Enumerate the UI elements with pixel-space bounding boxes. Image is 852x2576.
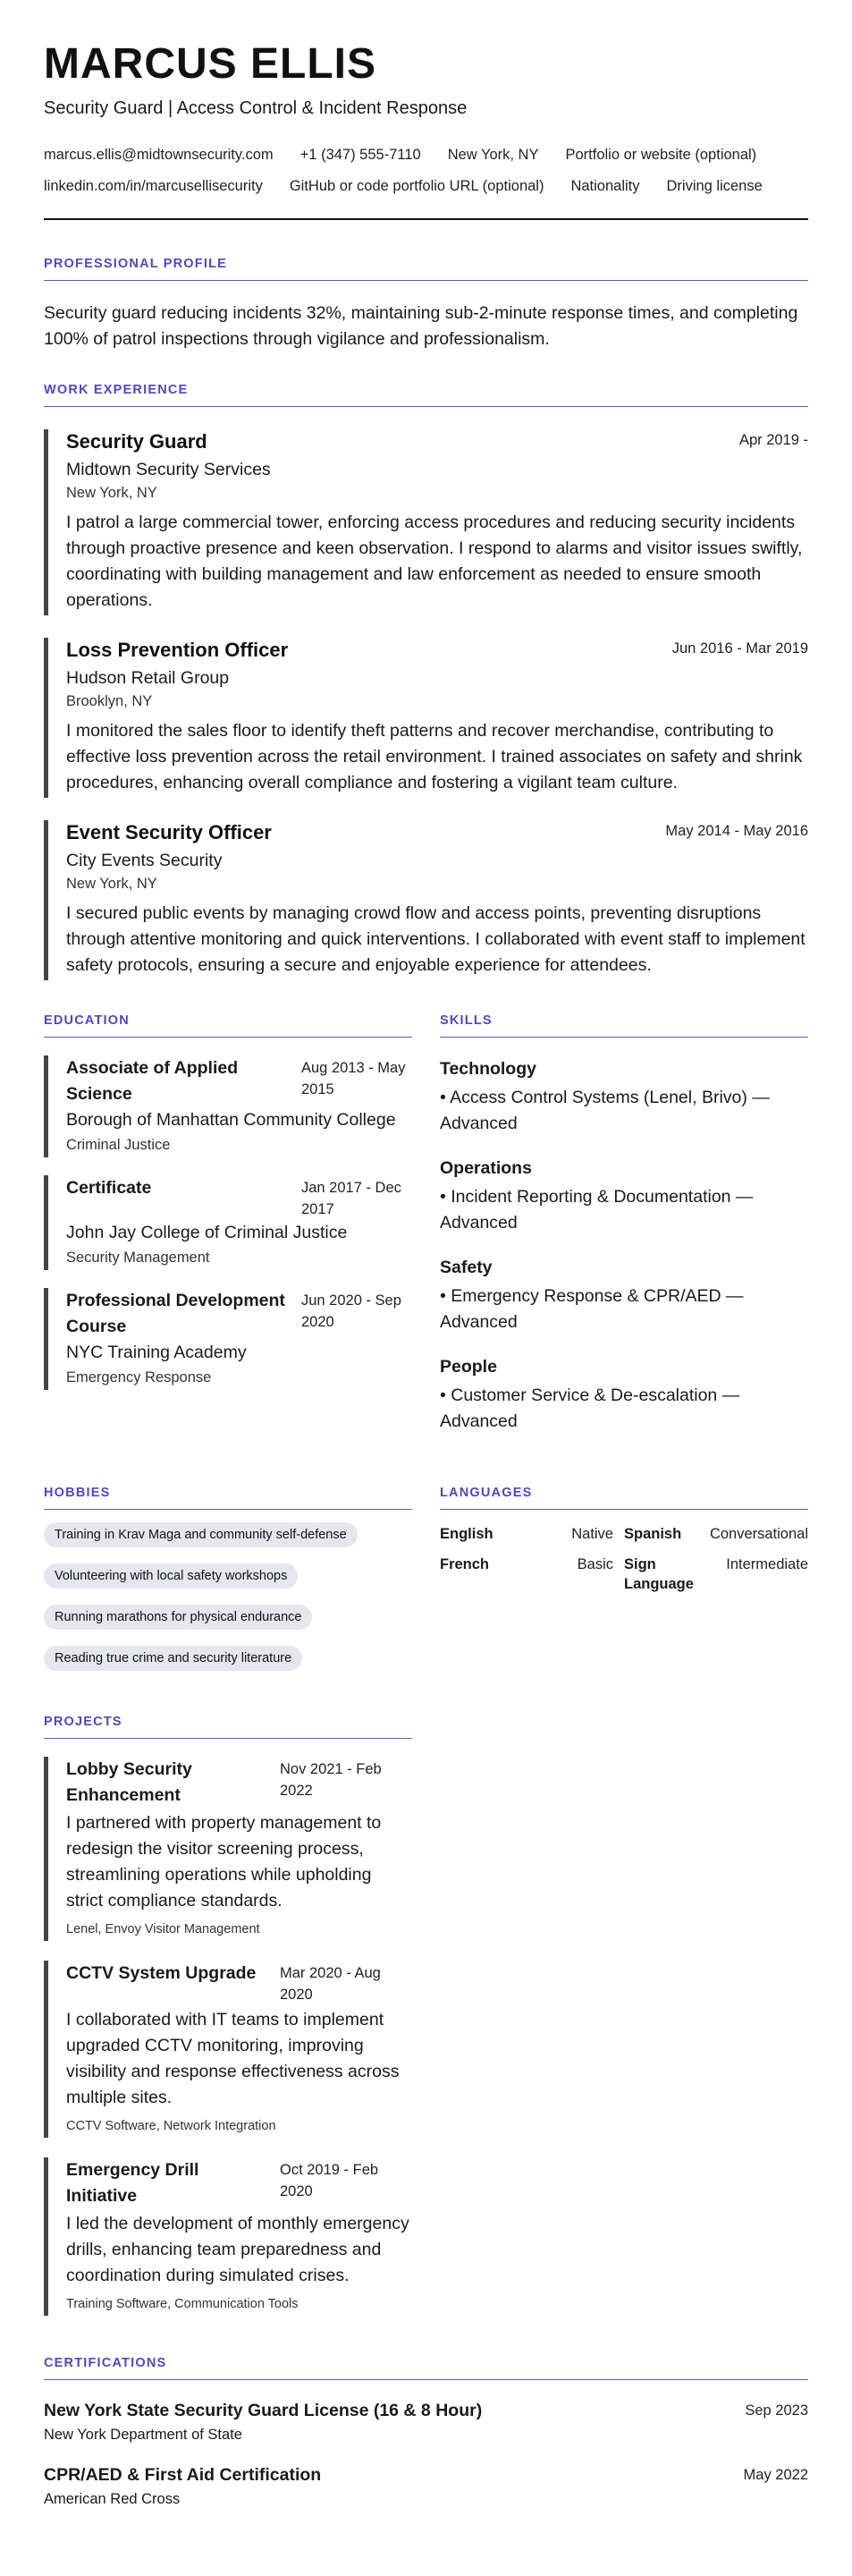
certification-entry <box>44 2398 808 2445</box>
work-section <box>44 382 808 980</box>
section-divider <box>44 2379 808 2380</box>
contact-nationality: Nationality <box>570 178 640 194</box>
project-tech: Lenel, Envoy Visitor Management <box>66 1922 260 1936</box>
projects-section <box>44 1714 412 2316</box>
language-entry <box>440 1555 624 1605</box>
skills-section <box>440 1013 808 1435</box>
skill-item: • Emergency Response & CPR/AED — Advanced <box>440 1286 744 1332</box>
skill-category: Operations <box>440 1158 532 1178</box>
education-section <box>44 1013 412 1435</box>
job-dates: Jun 2016 - Mar 2019 <box>671 640 808 657</box>
hobbies-languages-row <box>44 1485 808 1687</box>
section-divider <box>44 1738 412 1739</box>
certification-entry <box>44 2462 808 2509</box>
contact-portfolio[interactable]: Portfolio or website (optional) <box>565 147 757 163</box>
profile-section <box>44 256 808 352</box>
education-school: John Jay College of Criminal Justice <box>66 1223 348 1242</box>
education-school: NYC Training Academy <box>66 1343 247 1362</box>
language-level: Conversational <box>709 1526 808 1542</box>
education-field: Criminal Justice <box>66 1137 171 1153</box>
skill-group <box>440 1256 808 1335</box>
certification-issuer: New York Department of State <box>44 2427 242 2443</box>
skill-category: Safety <box>440 1258 493 1277</box>
project-description: I partnered with property management to redesign the visitor screening process, streamlining operations while upholding strict compliance standards. <box>66 1813 382 1911</box>
certifications-section <box>44 2355 808 2509</box>
education-field: Security Management <box>66 1250 210 1266</box>
project-tech: CCTV Software, Network Integration <box>66 2119 276 2133</box>
education-dates: Jan 2017 - Dec 2017 <box>301 1180 401 1217</box>
job-dates: Apr 2019 - <box>738 432 808 448</box>
hobby-chip: Training in Krav Maga and community self-defense <box>44 1522 358 1547</box>
section-divider <box>44 280 808 281</box>
header-divider <box>44 218 808 220</box>
hobby-chip: Running marathons for physical endurance <box>44 1605 312 1630</box>
skill-category: People <box>440 1357 497 1377</box>
education-dates: Jun 2020 - Sep 2020 <box>301 1292 401 1330</box>
certification-date: Sep 2023 <box>745 2402 808 2419</box>
contact-github[interactable]: GitHub or code portfolio URL (optional) <box>289 178 544 194</box>
job-company: Midtown Security Services <box>66 460 271 479</box>
job-location: New York, NY <box>66 876 157 892</box>
job-company: Hudson Retail Group <box>66 668 230 688</box>
section-title-profile: PROFESSIONAL PROFILE <box>44 257 228 271</box>
section-title-languages: LANGUAGES <box>440 1486 533 1500</box>
section-divider <box>44 406 808 407</box>
education-degree: Certificate <box>66 1178 152 1198</box>
project-entry <box>44 1757 412 1941</box>
contact-phone[interactable]: +1 (347) 555-7110 <box>299 147 421 163</box>
candidate-name: MARCUS ELLIS <box>44 40 376 88</box>
hobby-list <box>44 1522 412 1687</box>
project-dates: Nov 2021 - Feb 2022 <box>280 1761 382 1799</box>
job-description: I secured public events by managing crowd flow and access points, preventing disruptions through attentive monitoring and quick interventions. I collaborated with event staff to implement safety protocols, ensuring a secure and enjoyable experience for attendees. <box>66 903 806 975</box>
job-location: New York, NY <box>66 485 157 501</box>
job-entry <box>44 820 808 980</box>
project-entry <box>44 2157 412 2316</box>
education-entry <box>44 1055 412 1157</box>
project-title: CCTV System Upgrade <box>66 1963 257 1983</box>
education-degree: Professional Development Course <box>66 1291 285 1336</box>
language-entry <box>624 1524 808 1555</box>
education-degree: Associate of Applied Science <box>66 1058 239 1104</box>
education-school: Borough of Manhattan Community College <box>66 1110 396 1130</box>
project-description: I collaborated with IT teams to implement upgraded CCTV monitoring, improving visibility and response effectiveness across multiple sites. <box>66 2010 400 2107</box>
resume-header <box>44 41 808 220</box>
contact-info <box>44 140 808 202</box>
education-skills-row <box>44 1013 808 1435</box>
hobby-chip: Volunteering with local safety workshops <box>44 1563 298 1589</box>
section-title-certifications: CERTIFICATIONS <box>44 2356 167 2370</box>
candidate-headline: Security Guard | Access Control & Incident Response <box>44 98 468 118</box>
certification-issuer: American Red Cross <box>44 2491 181 2507</box>
section-title-education: EDUCATION <box>44 1013 130 1028</box>
language-name: Sign Language <box>624 1556 694 1592</box>
profile-summary: Security guard reducing incidents 32%, maintaining sub-2-minute response times, and completing 100% of patrol inspections through vigilance and professionalism. <box>44 303 798 349</box>
section-divider <box>440 1509 808 1510</box>
project-dates: Oct 2019 - Feb 2020 <box>280 2162 379 2199</box>
contact-linkedin[interactable]: linkedin.com/in/marcusellisecurity <box>44 178 263 194</box>
job-title: Security Guard <box>66 430 207 453</box>
job-title: Event Security Officer <box>66 821 272 843</box>
education-dates: Aug 2013 - May 2015 <box>301 1060 406 1097</box>
skill-group <box>440 1057 808 1137</box>
project-title: Lobby Security Enhancement <box>66 1759 192 1805</box>
job-entry <box>44 429 808 615</box>
education-field: Emergency Response <box>66 1369 212 1385</box>
language-name: English <box>440 1526 493 1542</box>
language-name: French <box>440 1556 490 1572</box>
section-title-hobbies: HOBBIES <box>44 1486 111 1500</box>
skill-group <box>440 1157 808 1236</box>
section-title-work: WORK EXPERIENCE <box>44 383 189 397</box>
languages-section <box>440 1485 808 1687</box>
project-entry <box>44 1961 412 2138</box>
skill-item: • Incident Reporting & Documentation — Advanced <box>440 1187 754 1233</box>
job-description: I patrol a large commercial tower, enforcing access procedures and reducing security incidents through proactive presence and keen observation. I respond to alarms and visitor issues swiftly, coordinating with building management and law enforcement as needed to ensure smooth operations. <box>66 513 803 610</box>
project-title: Emergency Drill Initiative <box>66 2160 199 2206</box>
language-entry <box>440 1524 624 1555</box>
job-entry <box>44 638 808 798</box>
job-location: Brooklyn, NY <box>66 693 153 709</box>
skill-item: • Customer Service & De-escalation — Advanced <box>440 1385 740 1431</box>
section-divider <box>440 1037 808 1038</box>
hobby-chip: Reading true crime and security literature <box>44 1646 302 1671</box>
skill-item: • Access Control Systems (Lenel, Brivo) — Advanced <box>440 1088 770 1133</box>
language-name: Spanish <box>624 1526 682 1542</box>
contact-location: New York, NY <box>447 147 539 163</box>
language-level: Native <box>571 1526 613 1542</box>
skill-group <box>440 1355 808 1435</box>
skill-category: Technology <box>440 1059 536 1079</box>
education-entry <box>44 1175 412 1270</box>
section-divider <box>44 1509 412 1510</box>
language-entry <box>624 1555 808 1605</box>
contact-email[interactable]: marcus.ellis@midtownsecurity.com <box>44 147 274 163</box>
certification-name: New York State Security Guard License (16 & 8 Hour) <box>44 2401 483 2420</box>
certification-name: CPR/AED & First Aid Certification <box>44 2465 322 2485</box>
project-tech: Training Software, Communication Tools <box>66 2297 299 2311</box>
education-entry <box>44 1288 412 1390</box>
language-grid <box>440 1524 808 1605</box>
job-dates: May 2014 - May 2016 <box>665 823 808 839</box>
language-level: Basic <box>577 1556 613 1572</box>
section-divider <box>44 1037 412 1038</box>
language-level: Intermediate <box>726 1556 808 1572</box>
job-title: Loss Prevention Officer <box>66 639 289 661</box>
contact-driving-license: Driving license <box>666 178 763 194</box>
project-dates: Mar 2020 - Aug 2020 <box>280 1965 381 2003</box>
job-company: City Events Security <box>66 851 223 870</box>
project-description: I led the development of monthly emergency drills, enhancing team preparedness and coordination during simulated crises. <box>66 2214 409 2285</box>
section-title-skills: SKILLS <box>440 1013 493 1028</box>
certification-date: May 2022 <box>743 2467 808 2483</box>
job-description: I monitored the sales floor to identify theft patterns and recover merchandise, contributing to effective loss prevention across the retail environment. I trained associates on safety and shrink procedures, enhancing overall compliance and fostering a vigilant team culture. <box>66 721 803 792</box>
section-title-projects: PROJECTS <box>44 1715 122 1729</box>
hobbies-section <box>44 1485 412 1687</box>
